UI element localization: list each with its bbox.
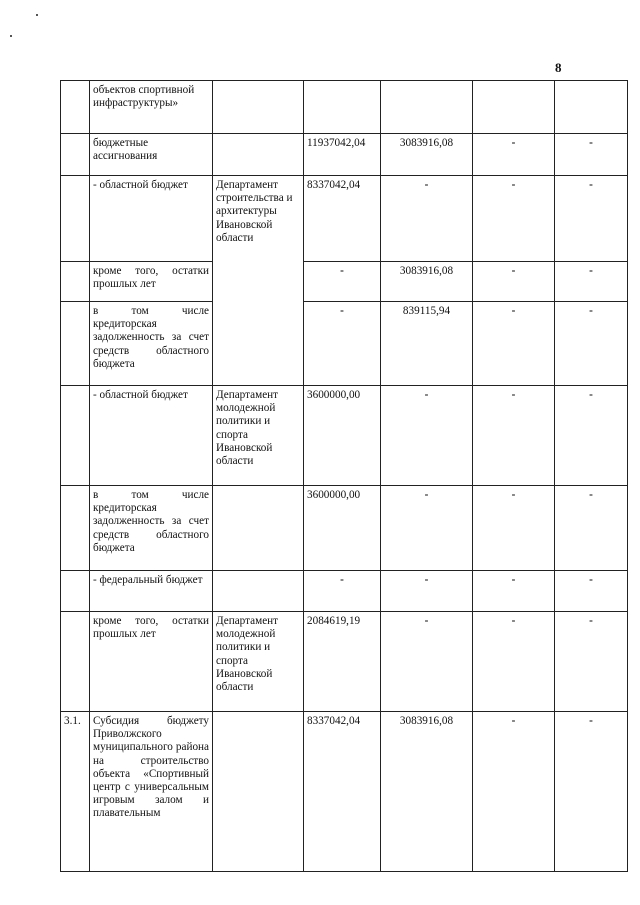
cell-value: -	[555, 176, 628, 262]
cell-organization	[213, 712, 304, 872]
table-row	[61, 302, 628, 386]
cell-value: -	[555, 571, 628, 612]
cell-number	[61, 134, 90, 176]
cell-value: 8337042,04	[304, 712, 381, 872]
cell-name: в том числе кредиторская задолженность за счет средств областного бюджета	[90, 486, 213, 571]
cell-value: -	[555, 486, 628, 571]
cell-value: -	[381, 176, 473, 262]
cell-number	[61, 571, 90, 612]
page-number: 8	[555, 60, 562, 75]
cell-organization: Департамент молодежной политики и спорта Ивановской области	[213, 386, 304, 486]
budget-table	[60, 80, 628, 872]
cell-value: -	[381, 571, 473, 612]
cell-value: -	[473, 486, 555, 571]
cell-value	[473, 81, 555, 134]
cell-number	[61, 486, 90, 571]
cell-organization	[213, 571, 304, 612]
cell-name: кроме того, остатки прошлых лет	[90, 262, 213, 302]
cell-value: -	[473, 176, 555, 262]
cell-name: объектов спортивной инфраструктуры»	[90, 81, 213, 134]
cell-organization	[213, 486, 304, 571]
cell-value: -	[555, 386, 628, 486]
cell-number	[61, 262, 90, 302]
cell-value: -	[381, 612, 473, 712]
cell-value: 3083916,08	[381, 134, 473, 176]
cell-value: -	[555, 612, 628, 712]
cell-name: - областной бюджет	[90, 386, 213, 486]
table-row	[61, 386, 628, 486]
cell-value: 3083916,08	[381, 712, 473, 872]
cell-value	[555, 81, 628, 134]
cell-value: -	[473, 262, 555, 302]
table-row	[61, 712, 628, 872]
table-row	[61, 612, 628, 712]
cell-organization	[213, 134, 304, 176]
cell-organization: Департамент строительства и архитектуры Ивановской области	[213, 176, 304, 386]
cell-value: 839115,94	[381, 302, 473, 386]
cell-value: -	[473, 571, 555, 612]
cell-name: Субсидия бюджету Приволжского муниципального района на строительство объекта «Спортивный центр с универсальным игровым залом и плавательным	[90, 712, 213, 872]
cell-value: 3083916,08	[381, 262, 473, 302]
cell-number	[61, 81, 90, 134]
cell-value: 2084619,19	[304, 612, 381, 712]
cell-value: -	[381, 386, 473, 486]
cell-value: -	[555, 134, 628, 176]
cell-number	[61, 612, 90, 712]
cell-number	[61, 302, 90, 386]
cell-value: 3600000,00	[304, 486, 381, 571]
cell-name: - федеральный бюджет	[90, 571, 213, 612]
cell-value: -	[555, 262, 628, 302]
cell-number	[61, 386, 90, 486]
scan-speck	[10, 35, 12, 37]
cell-number: 3.1.	[61, 712, 90, 872]
cell-value: -	[381, 486, 473, 571]
cell-value: -	[473, 302, 555, 386]
table-row	[61, 134, 628, 176]
cell-name: - областной бюджет	[90, 176, 213, 262]
table-row	[61, 262, 628, 302]
cell-name: в том числе кредиторская задолженность за счет средств областного бюджета	[90, 302, 213, 386]
cell-value: 8337042,04	[304, 176, 381, 262]
cell-organization	[213, 81, 304, 134]
cell-value: -	[304, 571, 381, 612]
cell-value: -	[304, 302, 381, 386]
cell-value	[381, 81, 473, 134]
cell-value: 11937042,04	[304, 134, 381, 176]
cell-value: -	[304, 262, 381, 302]
table-row	[61, 571, 628, 612]
cell-organization: Департамент молодежной политики и спорта Ивановской области	[213, 612, 304, 712]
cell-number	[61, 176, 90, 262]
cell-value: -	[473, 386, 555, 486]
cell-name: бюджетные ассигнования	[90, 134, 213, 176]
cell-value: -	[473, 612, 555, 712]
cell-value: 3600000,00	[304, 386, 381, 486]
cell-name: кроме того, остатки прошлых лет	[90, 612, 213, 712]
cell-value	[304, 81, 381, 134]
cell-value: -	[473, 134, 555, 176]
table-row	[61, 176, 628, 262]
cell-value: -	[555, 302, 628, 386]
table-row	[61, 81, 628, 134]
table-row	[61, 486, 628, 571]
cell-value: -	[555, 712, 628, 872]
scan-speck	[36, 14, 38, 16]
cell-value: -	[473, 712, 555, 872]
